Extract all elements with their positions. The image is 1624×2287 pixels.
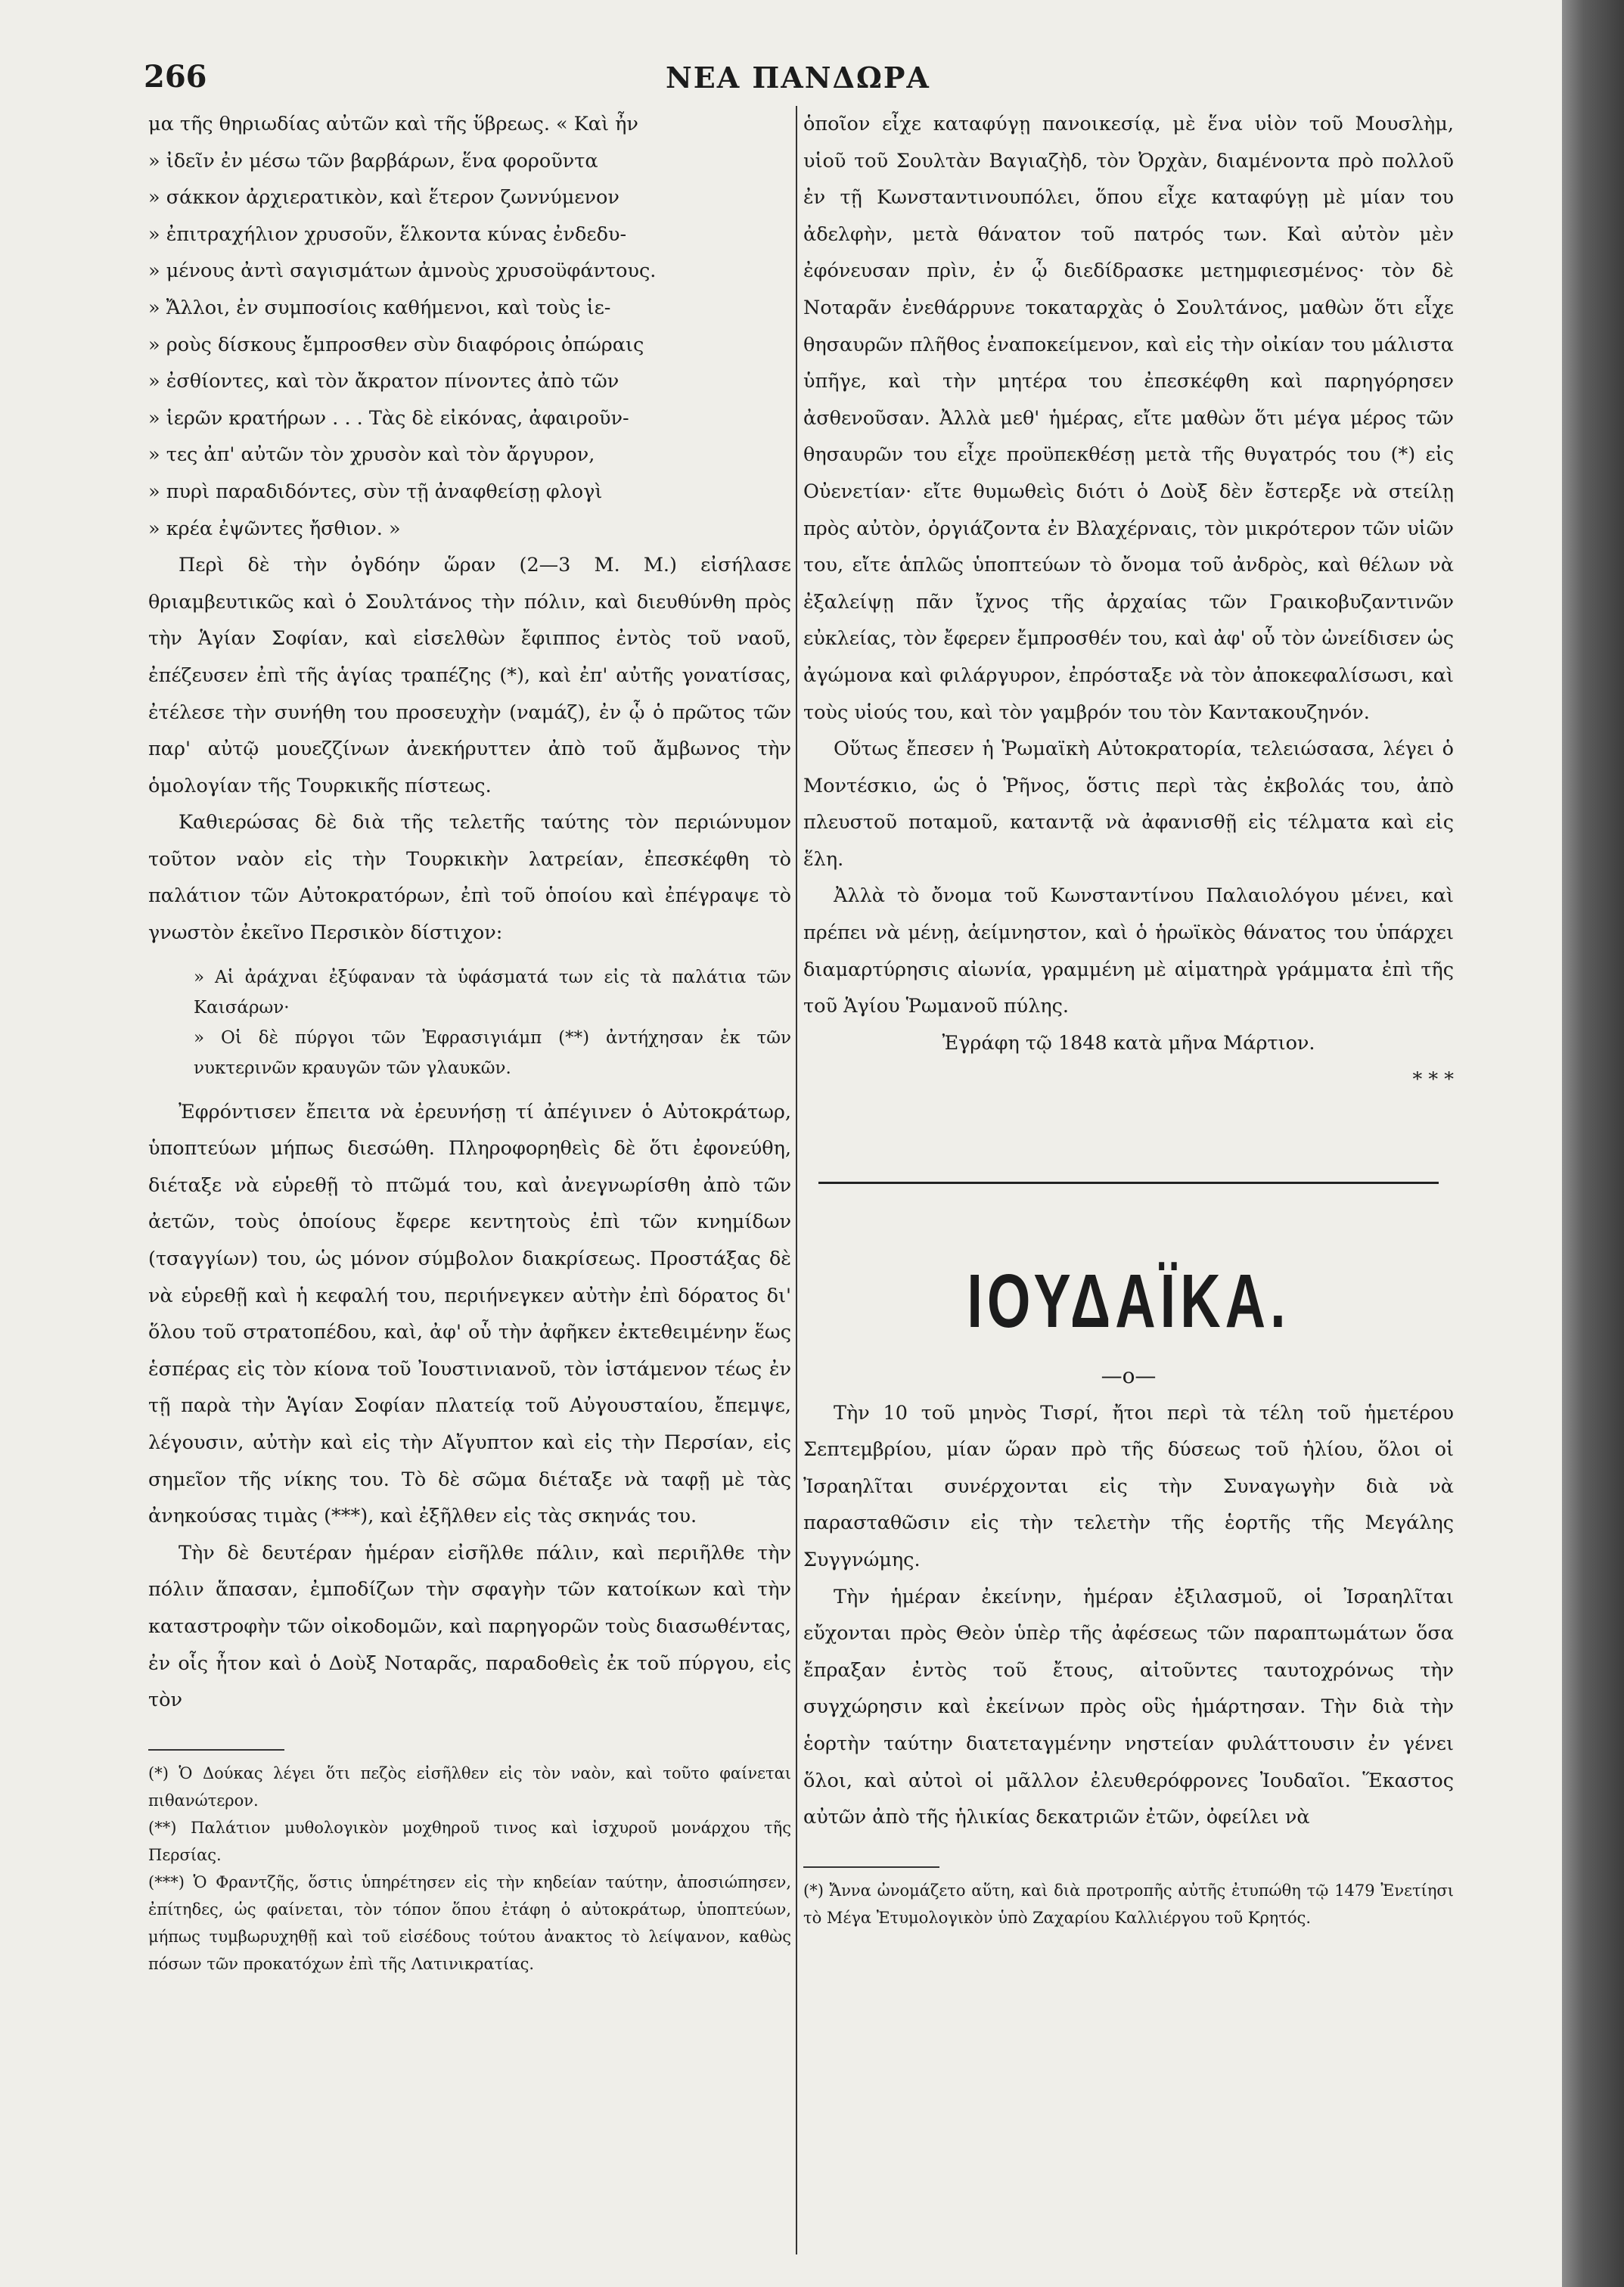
section-title: ΙΟΥΔΑΪΚΑ. [967,1258,1290,1344]
quote-line: » ἰδεῖν ἐν μέσω τῶν βαρβάρων, ἕνα φοροῦντα [148,149,598,172]
paragraph: Τὴν δὲ δευτέραν ἡμέραν εἰσῆλθε πάλιν, καὶ περιῆλθε τὴν πόλιν ἅπασαν, ἐμποδίζων τὴν σφαγὴν τῶν κατοίκων καὶ τὴν καταστροφὴν τῶν οἰκοδομῶν, καὶ παρηγορῶν τοὺς διασωθέντας, ἐν οἷς ἦτον καὶ ὁ Δοὺξ Νοταρᾶς, παραδοθεὶς ἐκ τοῦ πύργου, εἰς τὸν [148,1541,791,1712]
left-column [148,106,791,1978]
paragraph: Καθιερώσας δὲ διὰ τῆς τελετῆς ταύτης τὸν περιώνυμον τοῦτον ναὸν εἰς τὴν Τουρκικὴν λατρείαν, ἐπεσκέφθη τὸ παλάτιον τῶν Αὐτοκρατόρων, ἐπὶ τοῦ ὁποίου καὶ ἐπέγραψε τὸ γνωστὸν ἐκεῖνο Περσικὸν δίστιχον: [148,811,791,945]
footnote-rule [148,1749,284,1751]
footnote: (*) Ἄννα ὠνομάζετο αὕτη, καὶ διὰ προτροπῆς αὐτῆς ἐτυπώθη τῷ 1479 Ἐνετίησι τὸ Μέγα Ἐτυμολογικὸν ὑπὸ Ζαχαρίου Καλλιέργου τοῦ Κρητός. [803,1881,1454,1927]
paragraph: Περὶ δὲ τὴν ὀγδόην ὥραν (2—3 Μ. Μ.) εἰσήλασε θριαμβευτικῶς καὶ ὁ Σουλτάνος τὴν πόλιν, καὶ διευθύνθη πρὸς τὴν Ἁγίαν Σοφίαν, καὶ εἰσελθὼν ἔφιππος ἐντὸς τοῦ ναοῦ, ἐπέζευσεν ἐπὶ τῆς ἁγίας τραπέζης (*), καὶ ἐπ' αὐτῆς γονατίσας, ἐτέλεσε τὴν συνήθη του προσευχὴν (ναμάζ), ἐν ᾧ ὁ πρῶτος τῶν παρ' αὐτῷ μουεζζίνων ἀνεκήρυττεν ἀπὸ τοῦ ἄμβωνος τὴν ὁμολογίαν τῆς Τουρκικῆς πίστεως. [148,554,791,797]
right-column [803,106,1454,1931]
paragraph: Οὕτως ἔπεσεν ἡ Ῥωμαϊκὴ Αὐτοκρατορία, τελειώσασα, λέγει ὁ Μοντέσκιο, ὡς ὁ Ῥῆνος, ὅστις περὶ τὰς ἐκβολάς του, ἀπὸ πλευστοῦ ποταμοῦ, καταντᾷ νὰ ἀφανισθῇ εἰς τέλματα καὶ εἰς ἕλη. [803,738,1454,871]
quote-line: » ἐπιτραχήλιον χρυσοῦν, ἕλκοντα κύνας ἐνδεδυ- [148,222,627,246]
quote-line: » σάκκον ἀρχιερατικὸν, καὶ ἕτερον ζωννύμενον [148,186,619,210]
quote-line: » τες ἀπ' αὐτῶν τὸν χρυσὸν καὶ τὸν ἄργυρον, [148,443,595,467]
section-rule [818,1182,1439,1184]
paragraph: Ἀλλὰ τὸ ὄνομα τοῦ Κωνσταντίνου Παλαιολόγου μένει, καὶ πρέπει νὰ μένῃ, ἀείμνηστον, καὶ ὁ ἡρωϊκὸς θάνατος του ὑπάρχει διαμαρτύρησις αἰωνία, γραμμένη μὲ αἱματηρὰ γράμματα ἐπὶ τῆς τοῦ Ἁγίου Ῥωμανοῦ πύλης. [803,884,1454,1018]
paragraph: ὁποῖον εἶχε καταφύγῃ πανοικεσίᾳ, μὲ ἕνα υἱὸν τοῦ Μουσλὴμ, υἱοῦ τοῦ Σουλτὰν Βαγιαζὴδ, τὸν Ὀρχὰν, διαμένοντα πρὸ πολλοῦ ἐν τῇ Κωνσταντινουπόλει, ὅπου εἶχε καταφύγῃ μὲ μίαν του ἀδελφὴν, μετὰ θάνατον τοῦ πατρός των. Καὶ αὐτὸν μὲν ἐφόνευσαν πρὶν, ἐν ᾧ διεδίδρασκε μετημφιεσμένος· τὸν δὲ Νοταρᾶν ἐνεθάρρυνε τοκαταρχὰς ὁ Σουλτάνος, μαθὼν ὅτι εἶχε θησαυρῶν πλῆθος ἐναποκείμενον, καὶ εἰς τὴν οἰκίαν του μάλιστα ὑπῆγε, καὶ τὴν μητέρα του ἐπεσκέφθη καὶ παρηγόρησεν ἀσθενοῦσαν. Ἀλλὰ μεθ' ἡμέρας, εἴτε μαθὼν ὅτι μέγα μέρος τῶν θησαυρῶν του εἶχε προϋπεκθέσῃ μετὰ τῆς θυγατρός του (*) εἰς Οὐενετίαν· εἴτε θυμωθεὶς διότι ὁ Δοὺξ δὲν ἔστερξε νὰ στείλῃ πρὸς αὐτὸν, ὀργιάζοντα ἐν Βλαχέρναις, τὸν μικρότερον τῶν υἱῶν του, εἴτε ἁπλῶς ὑποπτεύων τὸ ὄνομα τοῦ ἀνδρὸς, καὶ θέλων νὰ ἐξαλείψῃ πᾶν ἴχνος τῆς ἀρχαίας τῶν Γραικοβυζαντινῶν εὐκλείας, τὸν ἔφερεν ἔμπροσθέν του, καὶ ἀφ' οὗ τὸν ὠνείδισεν ὡς ἀγώμονα καὶ φιλάργυρον, ἐπρόσταξε νὰ τὸν ἀποκεφαλίσωσι, καὶ τοὺς υἱούς του, καὶ τὸν γαμβρόν του τὸν Καντακουζηνόν. [803,113,1454,724]
date-line: Ἐγράφη τῷ 1848 κατὰ μῆνα Μάρτιον. [942,1031,1315,1055]
footnotes [803,1877,1454,1931]
quote-block [148,106,791,547]
quote-line: » πυρὶ παραδιδόντες, σὺν τῇ ἀναφθείσῃ φλογὶ [148,480,603,503]
asterism: * * * [1412,1068,1454,1092]
paragraph: Τὴν 10 τοῦ μηνὸς Τισρί, ἤτοι περὶ τὰ τέλη τοῦ ἡμετέρου Σεπτεμβρίου, μίαν ὥραν πρὸ τῆς δύσεως τοῦ ἡλίου, ὅλοι οἱ Ἰσραηλῖται συνέρχονται εἰς τὴν Συναγωγὴν διὰ νὰ παρασταθῶσιν εἰς τὴν τελετὴν τῆς ἑορτῆς τῆς Μεγάλης Συγγνώμης. [803,1401,1454,1571]
running-head: ΝΕΑ ΠΑΝΔΩΡΑ [666,61,930,95]
quote-line: » μένους ἀντὶ σαγισμάτων ἀμνοὺς χρυσοϋφάντους. [148,259,657,283]
quote-line: » ροὺς δίσκους ἔμπροσθεν σὺν διαφόροις ὀπώραις [148,333,644,356]
ornament: —o— [1101,1363,1157,1389]
footnote: (*) Ὁ Δούκας λέγει ὅτι πεζὸς εἰσῆλθεν εἰς τὸν ναὸν, καὶ τοῦτο φαίνεται πιθανώτερον. [148,1763,791,1810]
footnote-rule [803,1866,939,1868]
column-divider [796,106,797,2254]
paragraph: Τὴν ἡμέραν ἐκείνην, ἡμέραν ἐξιλασμοῦ, οἱ Ἰσραηλῖται εὔχονται πρὸς Θεὸν ὑπὲρ τῆς ἀφέσεως τῶν παραπτωμάτων ὅσα ἔπραξαν ἐντὸς τοῦ ἔτους, αἰτοῦντες ταυτοχρόνως τὴν συγχώρησιν καὶ ἐκείνων πρὸς οὓς ἡμάρτησαν. Τὴν διὰ τὴν ἑορτὴν ταύτην διατεταγμένην νηστείαν φυλάττουσιν ἐν γένει ὅλοι, καὶ αὐτοὶ οἱ μᾶλλον ἐλευθερόφρονες Ἰουδαῖοι. Ἕκαστος αὐτῶν ἀπὸ τῆς ἡλικίας δεκατριῶν ἐτῶν, ὀφείλει νὰ [803,1585,1454,1829]
verse-line: » Οἱ δὲ πύργοι τῶν Ἐφρασιγιάμπ (**) ἀντήχησαν ἐκ τῶν νυκτερινῶν κραυγῶν τῶν γλαυκῶν. [194,1027,791,1078]
footnotes [148,1760,791,1978]
quote-line: » Ἄλλοι, ἐν συμποσίοις καθήμενοι, καὶ τοὺς ἱε- [148,296,611,319]
footnote: (**) Παλάτιον μυθολογικὸν μοχθηροῦ τινος καὶ ἰσχυροῦ μονάρχου τῆς Περσίας. [148,1818,791,1864]
paragraph: Ἐφρόντισεν ἔπειτα νὰ ἐρευνήσῃ τί ἀπέγινεν ὁ Αὐτοκράτωρ, ὑποπτεύων μήπως διεσώθη. Πληροφορηθεὶς δὲ ὅτι ἐφονεύθη, διέταξε νὰ εὑρεθῇ τὸ πτῶμά του, καὶ ἀνεγνωρίσθη ἀπὸ τῶν ἀετῶν, τοὺς ὁποίους ἔφερε κεντητοὺς ἐπὶ τῶν κνημίδων (τσαγγίων) του, ὡς μόνον σύμβολον διακρίσεως. Προστάξας δὲ νὰ εὑρεθῇ καὶ ἡ κεφαλή του, περιήνεγκεν αὐτὴν ἐπὶ δόρατος δι' ὅλου τοῦ στρατοπέδου, καὶ, ἀφ' οὗ τὴν ἀφῆκεν ἐκτεθειμένην ἕως ἑσπέρας εἰς τὸν κίονα τοῦ Ἰουστινιανοῦ, τὸν ἱστάμενον τέως ἐν τῇ παρὰ τὴν Ἁγίαν Σοφίαν πλατείᾳ τοῦ Αὐγουσταίου, ἔπεμψε, λέγουσιν, αὐτὴν καὶ εἰς τὴν Αἴγυπτον καὶ εἰς τὴν Περσίαν, εἰς σημεῖον τῆς νίκης του. Τὸ δὲ σῶμα διέταξε νὰ ταφῇ μὲ τὰς ἀνηκούσας τιμὰς (***), καὶ ἐξῆλθεν εἰς τὰς σκηνάς του. [148,1100,791,1528]
footnote: (***) Ὁ Φραντζῆς, ὅστις ὑπηρέτησεν εἰς τὴν κηδείαν ταύτην, ἀποσιώπησεν, ἐπίτηδες, ὡς φαίνεται, τὸν τόπον ὅπου ἐτάφη ὁ αὐτοκράτωρ, ὑποπτεύων, μήπως τυμβωρυχηθῇ καὶ τοῦ εἰσέδους τούτου ἀνακτος τὸ λείψανον, καθὼς πόσων τῶν προκατόχων ἐπὶ τῆς Λατινικρατίας. [148,1872,791,1973]
page-number: 266 [144,59,207,95]
page-edge-shadow [1562,0,1624,2287]
quote-line: » ἐσθίοντες, καὶ τὸν ἄκρατον πίνοντες ἀπὸ τῶν [148,370,619,393]
quote-line: » κρέα ἐψῶντες ἤσθιον. » [148,517,401,540]
quote-line: μα τῆς θηριωδίας αὐτῶν καὶ τῆς ὕβρεως. « Καὶ ἦν [148,113,638,135]
persian-distich [171,962,791,1083]
quote-line: » ἱερῶν κρατήρων . . . Τὰς δὲ εἰκόνας, ἀφαιροῦν- [148,406,629,430]
verse-line: » Αἱ ἀράχναι ἐξύφαναν τὰ ὑφάσματά των εἰς τὰ παλάτια τῶν Καισάρων· [194,967,791,1018]
